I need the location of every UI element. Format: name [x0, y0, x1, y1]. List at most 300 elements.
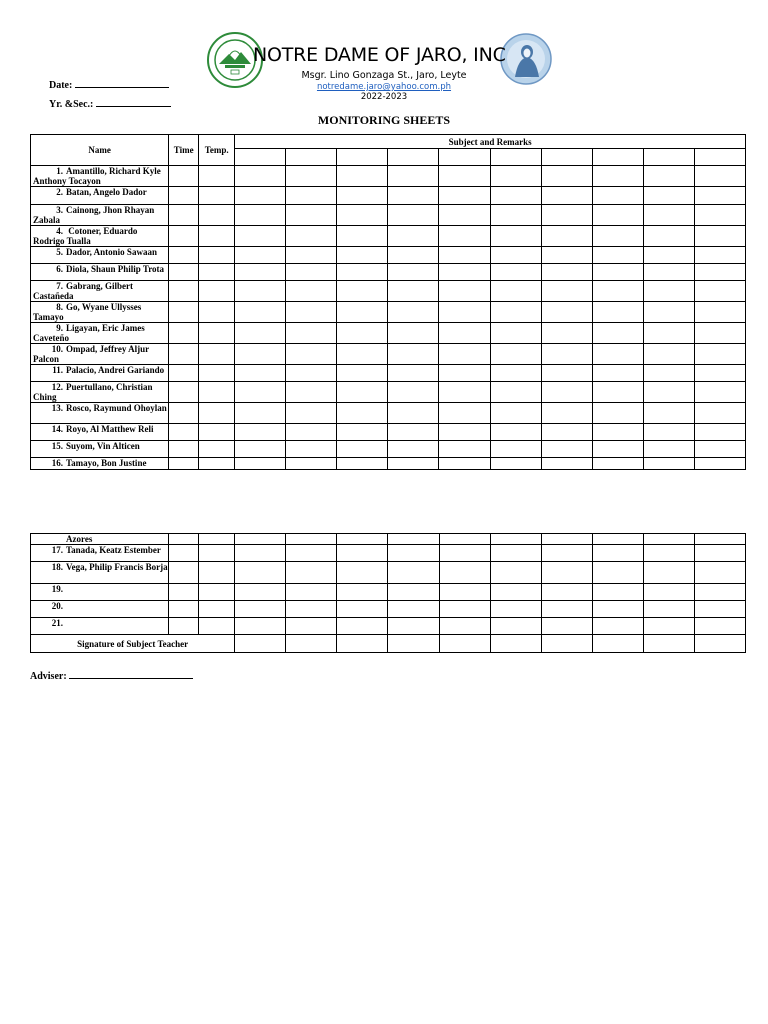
remark-cell[interactable]: [388, 226, 439, 247]
remark-cell[interactable]: [439, 424, 490, 441]
remark-cell[interactable]: [235, 562, 286, 584]
remark-cell[interactable]: [541, 166, 592, 187]
remark-cell[interactable]: [337, 247, 388, 264]
remark-cell[interactable]: [643, 584, 694, 601]
remark-cell[interactable]: [643, 601, 694, 618]
remark-cell[interactable]: [694, 205, 745, 226]
remark-cell[interactable]: [541, 323, 592, 344]
remark-cell[interactable]: [235, 264, 286, 281]
remark-cell[interactable]: [235, 344, 286, 365]
remark-cell[interactable]: [235, 601, 286, 618]
school-year: 2022-2023: [360, 92, 408, 102]
remark-cell[interactable]: [694, 281, 745, 302]
remark-cell[interactable]: [694, 247, 745, 264]
time-cell[interactable]: [169, 302, 199, 323]
remark-cell[interactable]: [643, 458, 694, 470]
student-name: Cotoner, Eduardo Rodrigo Tualla: [33, 226, 138, 246]
remark-cell[interactable]: [592, 458, 643, 470]
remark-cell[interactable]: [694, 365, 745, 382]
remark-cell[interactable]: [439, 562, 490, 584]
remark-cell[interactable]: [694, 226, 745, 247]
remark-cell[interactable]: [592, 344, 643, 365]
time-cell[interactable]: [169, 281, 199, 302]
table-row: [31, 166, 746, 187]
remark-cell[interactable]: [490, 382, 541, 403]
remark-cell[interactable]: [388, 458, 439, 470]
remark-cell[interactable]: [541, 424, 592, 441]
remark-cell[interactable]: [439, 534, 490, 545]
temp-cell[interactable]: [199, 187, 235, 205]
remark-cell[interactable]: [490, 424, 541, 441]
remark-cell[interactable]: [439, 247, 490, 264]
remark-cell[interactable]: [235, 166, 286, 187]
remark-cell[interactable]: [541, 441, 592, 458]
remark-cell[interactable]: [286, 247, 337, 264]
remark-cell[interactable]: [439, 584, 490, 601]
remark-cell[interactable]: [541, 247, 592, 264]
remark-cell[interactable]: [592, 247, 643, 264]
temp-cell[interactable]: [199, 205, 235, 226]
remark-cell[interactable]: [592, 281, 643, 302]
temp-cell[interactable]: [199, 601, 235, 618]
remark-cell[interactable]: [337, 458, 388, 470]
remark-cell[interactable]: [490, 187, 541, 205]
remark-cell[interactable]: [337, 618, 388, 635]
remark-cell[interactable]: [388, 403, 439, 424]
remark-cell[interactable]: [337, 187, 388, 205]
subject-column-header[interactable]: [439, 149, 490, 166]
time-cell[interactable]: [169, 264, 199, 281]
signature-cell[interactable]: [592, 635, 643, 653]
remark-cell[interactable]: [286, 458, 337, 470]
remark-cell[interactable]: [541, 562, 592, 584]
remark-cell[interactable]: [694, 166, 745, 187]
signature-cell[interactable]: [439, 635, 490, 653]
remark-cell[interactable]: [694, 441, 745, 458]
remark-cell[interactable]: [337, 344, 388, 365]
remark-cell[interactable]: [388, 382, 439, 403]
subject-column-header[interactable]: [592, 149, 643, 166]
subject-column-header[interactable]: [694, 149, 745, 166]
year-section-field: [49, 96, 171, 110]
remark-cell[interactable]: [643, 424, 694, 441]
remark-cell[interactable]: [439, 545, 490, 562]
remark-cell[interactable]: [388, 187, 439, 205]
remark-cell[interactable]: [541, 601, 592, 618]
remark-cell[interactable]: [439, 344, 490, 365]
time-cell[interactable]: [169, 424, 199, 441]
remark-cell[interactable]: [490, 458, 541, 470]
remark-cell[interactable]: [439, 166, 490, 187]
remark-cell[interactable]: [592, 534, 643, 545]
remark-cell[interactable]: [490, 323, 541, 344]
remark-cell[interactable]: [592, 264, 643, 281]
remark-cell[interactable]: [388, 323, 439, 344]
remark-cell[interactable]: [643, 187, 694, 205]
remark-cell[interactable]: [337, 281, 388, 302]
remark-cell[interactable]: [286, 302, 337, 323]
remark-cell[interactable]: [490, 247, 541, 264]
remark-cell[interactable]: [235, 534, 286, 545]
signature-cell[interactable]: [388, 635, 439, 653]
remark-cell[interactable]: [592, 166, 643, 187]
remark-cell[interactable]: [541, 584, 592, 601]
remark-cell[interactable]: [439, 281, 490, 302]
remark-cell[interactable]: [235, 247, 286, 264]
temp-cell[interactable]: [199, 545, 235, 562]
remark-cell[interactable]: [388, 424, 439, 441]
signature-cell[interactable]: [694, 635, 745, 653]
student-name: Puertullano, Christian Ching: [33, 382, 153, 402]
remark-cell[interactable]: [694, 458, 745, 470]
remark-cell[interactable]: [337, 424, 388, 441]
time-cell[interactable]: [169, 365, 199, 382]
remark-cell[interactable]: [286, 424, 337, 441]
remark-cell[interactable]: [643, 403, 694, 424]
remark-cell[interactable]: [592, 403, 643, 424]
temp-cell[interactable]: [199, 226, 235, 247]
remark-cell[interactable]: [286, 323, 337, 344]
time-cell[interactable]: [169, 458, 199, 470]
remark-cell[interactable]: [490, 534, 541, 545]
time-cell[interactable]: [169, 205, 199, 226]
remark-cell[interactable]: [643, 281, 694, 302]
remark-cell[interactable]: [490, 281, 541, 302]
remark-cell[interactable]: [286, 344, 337, 365]
remark-cell[interactable]: [235, 618, 286, 635]
remark-cell[interactable]: [337, 403, 388, 424]
time-cell[interactable]: [169, 403, 199, 424]
remark-cell[interactable]: [388, 264, 439, 281]
remark-cell[interactable]: [592, 365, 643, 382]
remark-cell[interactable]: [337, 382, 388, 403]
remark-cell[interactable]: [286, 562, 337, 584]
subject-column-header[interactable]: [235, 149, 286, 166]
remark-cell[interactable]: [388, 281, 439, 302]
remark-cell[interactable]: [643, 618, 694, 635]
table-row: [31, 247, 746, 264]
remark-cell[interactable]: [694, 323, 745, 344]
remark-cell[interactable]: [337, 226, 388, 247]
remark-cell[interactable]: [541, 403, 592, 424]
remark-cell[interactable]: [337, 323, 388, 344]
remark-cell[interactable]: [592, 618, 643, 635]
remark-cell[interactable]: [541, 281, 592, 302]
temp-cell[interactable]: [199, 344, 235, 365]
time-cell[interactable]: [169, 618, 199, 635]
remark-cell[interactable]: [337, 562, 388, 584]
remark-cell[interactable]: [337, 166, 388, 187]
signature-cell[interactable]: [337, 635, 388, 653]
remark-cell[interactable]: [490, 365, 541, 382]
remark-cell[interactable]: [388, 247, 439, 264]
remark-cell[interactable]: [286, 166, 337, 187]
remark-cell[interactable]: [694, 545, 745, 562]
remark-cell[interactable]: [643, 166, 694, 187]
remark-cell[interactable]: [439, 458, 490, 470]
student-name-cell: [31, 562, 169, 584]
remark-cell[interactable]: [592, 424, 643, 441]
subject-column-header[interactable]: [490, 149, 541, 166]
time-cell[interactable]: [169, 323, 199, 344]
remark-cell[interactable]: [235, 545, 286, 562]
remark-cell[interactable]: [592, 382, 643, 403]
remark-cell[interactable]: [592, 441, 643, 458]
remark-cell[interactable]: [439, 226, 490, 247]
remark-cell[interactable]: [337, 601, 388, 618]
remark-cell[interactable]: [541, 365, 592, 382]
subject-column-header[interactable]: [541, 149, 592, 166]
remark-cell[interactable]: [235, 302, 286, 323]
signature-cell[interactable]: [490, 635, 541, 653]
remark-cell[interactable]: [490, 403, 541, 424]
remark-cell[interactable]: [235, 281, 286, 302]
remark-cell[interactable]: [592, 205, 643, 226]
remark-cell[interactable]: [694, 618, 745, 635]
remark-cell[interactable]: [337, 365, 388, 382]
remark-cell[interactable]: [235, 403, 286, 424]
remark-cell[interactable]: [490, 562, 541, 584]
remark-cell[interactable]: [541, 226, 592, 247]
temp-cell[interactable]: [199, 323, 235, 344]
remark-cell[interactable]: [490, 618, 541, 635]
remark-cell[interactable]: [643, 302, 694, 323]
remark-cell[interactable]: [592, 323, 643, 344]
temp-cell[interactable]: [199, 562, 235, 584]
temp-cell[interactable]: [199, 458, 235, 470]
remark-cell[interactable]: [643, 562, 694, 584]
remark-cell[interactable]: [439, 365, 490, 382]
temp-cell[interactable]: [199, 166, 235, 187]
temp-cell[interactable]: [199, 584, 235, 601]
remark-cell[interactable]: [439, 302, 490, 323]
time-cell[interactable]: [169, 187, 199, 205]
time-cell[interactable]: [169, 441, 199, 458]
subject-column-header[interactable]: [388, 149, 439, 166]
remark-cell[interactable]: [541, 344, 592, 365]
remark-cell[interactable]: [490, 545, 541, 562]
time-cell[interactable]: [169, 601, 199, 618]
remark-cell[interactable]: [694, 534, 745, 545]
remark-cell[interactable]: [388, 302, 439, 323]
subject-column-header[interactable]: [286, 149, 337, 166]
remark-cell[interactable]: [337, 302, 388, 323]
row-number: 7.: [56, 281, 63, 291]
remark-cell[interactable]: [592, 226, 643, 247]
temp-cell[interactable]: [199, 365, 235, 382]
remark-cell[interactable]: [235, 382, 286, 403]
remark-cell[interactable]: [235, 323, 286, 344]
time-cell[interactable]: [169, 226, 199, 247]
remark-cell[interactable]: [694, 601, 745, 618]
remark-cell[interactable]: [694, 264, 745, 281]
remark-cell[interactable]: [235, 424, 286, 441]
remark-cell[interactable]: [286, 264, 337, 281]
subject-column-header[interactable]: [643, 149, 694, 166]
remark-cell[interactable]: [337, 584, 388, 601]
remark-cell[interactable]: [439, 382, 490, 403]
remark-cell[interactable]: [490, 264, 541, 281]
remark-cell[interactable]: [388, 562, 439, 584]
remark-cell[interactable]: [694, 382, 745, 403]
remark-cell[interactable]: [388, 545, 439, 562]
remark-cell[interactable]: [388, 166, 439, 187]
remark-cell[interactable]: [490, 601, 541, 618]
remark-cell[interactable]: [286, 281, 337, 302]
remark-cell[interactable]: [643, 247, 694, 264]
remark-cell[interactable]: [286, 205, 337, 226]
time-cell[interactable]: [169, 584, 199, 601]
temp-cell[interactable]: [199, 247, 235, 264]
remark-cell[interactable]: [643, 323, 694, 344]
time-cell[interactable]: [169, 247, 199, 264]
remark-cell[interactable]: [490, 344, 541, 365]
remark-cell[interactable]: [490, 441, 541, 458]
signature-cell[interactable]: [286, 635, 337, 653]
remark-cell[interactable]: [286, 226, 337, 247]
remark-cell[interactable]: [694, 403, 745, 424]
remark-cell[interactable]: [388, 618, 439, 635]
remark-cell[interactable]: [643, 264, 694, 281]
adviser-field: [30, 668, 193, 682]
remark-cell[interactable]: [541, 458, 592, 470]
remark-cell[interactable]: [337, 441, 388, 458]
subject-column-header[interactable]: [337, 149, 388, 166]
remark-cell[interactable]: [439, 187, 490, 205]
remark-cell[interactable]: [541, 382, 592, 403]
remark-cell[interactable]: [694, 187, 745, 205]
temp-cell[interactable]: [199, 403, 235, 424]
remark-cell[interactable]: [490, 302, 541, 323]
remark-cell[interactable]: [592, 584, 643, 601]
temp-cell[interactable]: [199, 618, 235, 635]
remark-cell[interactable]: [694, 562, 745, 584]
remark-cell[interactable]: [388, 584, 439, 601]
remark-cell[interactable]: [286, 584, 337, 601]
remark-cell[interactable]: [541, 205, 592, 226]
remark-cell[interactable]: [643, 344, 694, 365]
remark-cell[interactable]: [439, 403, 490, 424]
remark-cell[interactable]: [286, 403, 337, 424]
remark-cell[interactable]: [541, 302, 592, 323]
remark-cell[interactable]: [643, 545, 694, 562]
school-email-link[interactable]: notredame.jaro@yahoo.com.ph: [316, 82, 452, 92]
remark-cell[interactable]: [541, 534, 592, 545]
temp-cell[interactable]: [199, 302, 235, 323]
remark-cell[interactable]: [592, 302, 643, 323]
remark-cell[interactable]: [286, 618, 337, 635]
remark-cell[interactable]: [643, 534, 694, 545]
remark-cell[interactable]: [643, 441, 694, 458]
time-cell[interactable]: [169, 166, 199, 187]
student-name-cell: [31, 601, 169, 618]
remark-cell[interactable]: [286, 365, 337, 382]
remark-cell[interactable]: [643, 205, 694, 226]
temp-cell[interactable]: [199, 441, 235, 458]
remark-cell[interactable]: [286, 441, 337, 458]
signature-cell[interactable]: [643, 635, 694, 653]
remark-cell[interactable]: [541, 618, 592, 635]
temp-cell[interactable]: [199, 424, 235, 441]
remark-cell[interactable]: [388, 441, 439, 458]
remark-cell[interactable]: [694, 302, 745, 323]
remark-cell[interactable]: [388, 601, 439, 618]
temp-cell[interactable]: [199, 382, 235, 403]
remark-cell[interactable]: [592, 187, 643, 205]
student-name: Tamayo, Bon Justine: [66, 458, 147, 468]
temp-cell[interactable]: [199, 534, 235, 545]
remark-cell[interactable]: [388, 205, 439, 226]
remark-cell[interactable]: [694, 424, 745, 441]
time-cell[interactable]: [169, 344, 199, 365]
student-name: Ligayan, Eric James Caveteño: [33, 323, 145, 343]
remark-cell[interactable]: [286, 382, 337, 403]
signature-cell[interactable]: [541, 635, 592, 653]
remark-cell[interactable]: [439, 601, 490, 618]
remark-cell[interactable]: [541, 264, 592, 281]
remark-cell[interactable]: [337, 264, 388, 281]
temp-cell[interactable]: [199, 281, 235, 302]
time-cell[interactable]: [169, 562, 199, 584]
remark-cell[interactable]: [388, 534, 439, 545]
remark-cell[interactable]: [235, 458, 286, 470]
remark-cell[interactable]: [439, 618, 490, 635]
remark-cell[interactable]: [490, 205, 541, 226]
remark-cell[interactable]: [337, 205, 388, 226]
remark-cell[interactable]: [235, 584, 286, 601]
date-blank-line: [75, 77, 169, 88]
remark-cell[interactable]: [337, 534, 388, 545]
remark-cell[interactable]: [541, 187, 592, 205]
remark-cell[interactable]: [337, 545, 388, 562]
signature-cell[interactable]: [235, 635, 286, 653]
remark-cell[interactable]: [592, 601, 643, 618]
remark-cell[interactable]: [541, 545, 592, 562]
time-cell[interactable]: [169, 545, 199, 562]
remark-cell[interactable]: [592, 545, 643, 562]
remark-cell[interactable]: [235, 226, 286, 247]
time-cell[interactable]: [169, 534, 199, 545]
remark-cell[interactable]: [694, 584, 745, 601]
remark-cell[interactable]: [694, 344, 745, 365]
remark-cell[interactable]: [286, 545, 337, 562]
remark-cell[interactable]: [235, 205, 286, 226]
remark-cell[interactable]: [388, 365, 439, 382]
remark-cell[interactable]: [235, 365, 286, 382]
remark-cell[interactable]: [643, 382, 694, 403]
remark-cell[interactable]: [235, 441, 286, 458]
remark-cell[interactable]: [490, 584, 541, 601]
remark-cell[interactable]: [439, 264, 490, 281]
student-name-cell: [31, 302, 169, 323]
temp-cell[interactable]: [199, 264, 235, 281]
remark-cell[interactable]: [235, 187, 286, 205]
remark-cell[interactable]: [592, 562, 643, 584]
remark-cell[interactable]: [286, 187, 337, 205]
remark-cell[interactable]: [490, 226, 541, 247]
remark-cell[interactable]: [643, 365, 694, 382]
remark-cell[interactable]: [439, 323, 490, 344]
remark-cell[interactable]: [388, 344, 439, 365]
time-cell[interactable]: [169, 382, 199, 403]
remark-cell[interactable]: [490, 166, 541, 187]
remark-cell[interactable]: [286, 601, 337, 618]
remark-cell[interactable]: [286, 534, 337, 545]
remark-cell[interactable]: [439, 441, 490, 458]
row-number: 11.: [52, 365, 63, 375]
remark-cell[interactable]: [643, 226, 694, 247]
remark-cell[interactable]: [439, 205, 490, 226]
